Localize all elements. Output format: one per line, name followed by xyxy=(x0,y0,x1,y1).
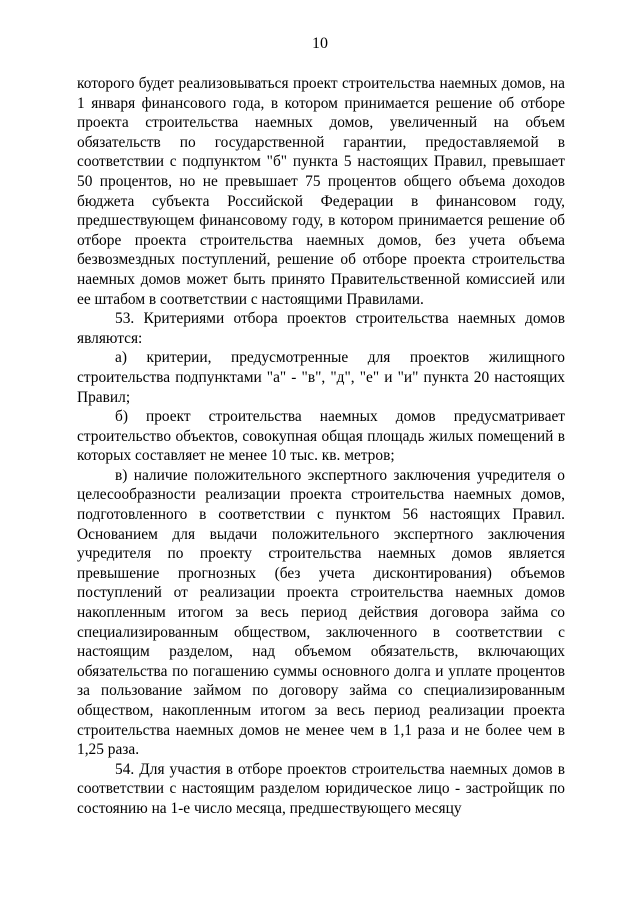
document-body xyxy=(77,74,565,819)
paragraph-54: 54. Для участия в отборе проектов строительства наемных домов в соответствии с настоящим разделом юридическое лицо - застройщик по состоянию на 1-е число месяца, предшествующего месяцу xyxy=(77,760,565,817)
paragraph-53-v: в) наличие положительного экспертного заключения учредителя о целесообразности реализации проекта строительства наемных домов, подготовленного в соответствии с пунктом 56 настоящих Правил. Основанием для выдачи положительного экспертного заключения учредителя по проекту строительства наемных домов является превышение прогнозных (без учета дисконтирования) объемов поступлений от реализации проекта строительства наемных домов накопленным итогом за весь период действия договора займа со специализированным обществом, заключенного в соответствии с настоящим разделом, над объемом обязательств, включающих обязательства по погашению суммы основного долга и уплате процентов за пользование займом по договору займа со специализированным обществом, накопленным итогом за весь период реализации проекта строительства наемных домов не менее чем в 1,1 раза и не более чем в 1,25 раза. xyxy=(77,466,565,759)
paragraph-53-b: б) проект строительства наемных домов предусматривает строительство объектов, совокупная общая площадь жилых помещений в которых составляет не менее 10 тыс. кв. метров; xyxy=(77,408,565,465)
paragraph-53: 53. Критериями отбора проектов строительства наемных домов являются: xyxy=(77,310,565,347)
paragraph-continuation: которого будет реализовываться проект строительства наемных домов, на 1 января финансового года, в котором принимается решение об отборе проекта строительства наемных домов, увеличенный на объем обязательств по государственной гарантии, предоставляемой в соответствии с подпунктом "б" пункта 5 настоящих Правил, превышает 50 процентов, но не превышает 75 процентов общего объема доходов бюджета субъекта Российской Федерации в финансовом году, предшествующем финансовому году, в котором принимается решение об отборе проекта строительства наемных домов, без учета объема безвозмездных поступлений, решение об отборе проекта строительства наемных домов может быть принято Правительственной комиссией или ее штабом в соответствии с настоящими Правилами. xyxy=(77,75,565,308)
page-number: 10 xyxy=(312,35,328,52)
paragraph-53-a: а) критерии, предусмотренные для проектов жилищного строительства подпунктами "а" - "в", "д", "е" и "и" пункта 20 настоящих Правил; xyxy=(77,349,565,406)
